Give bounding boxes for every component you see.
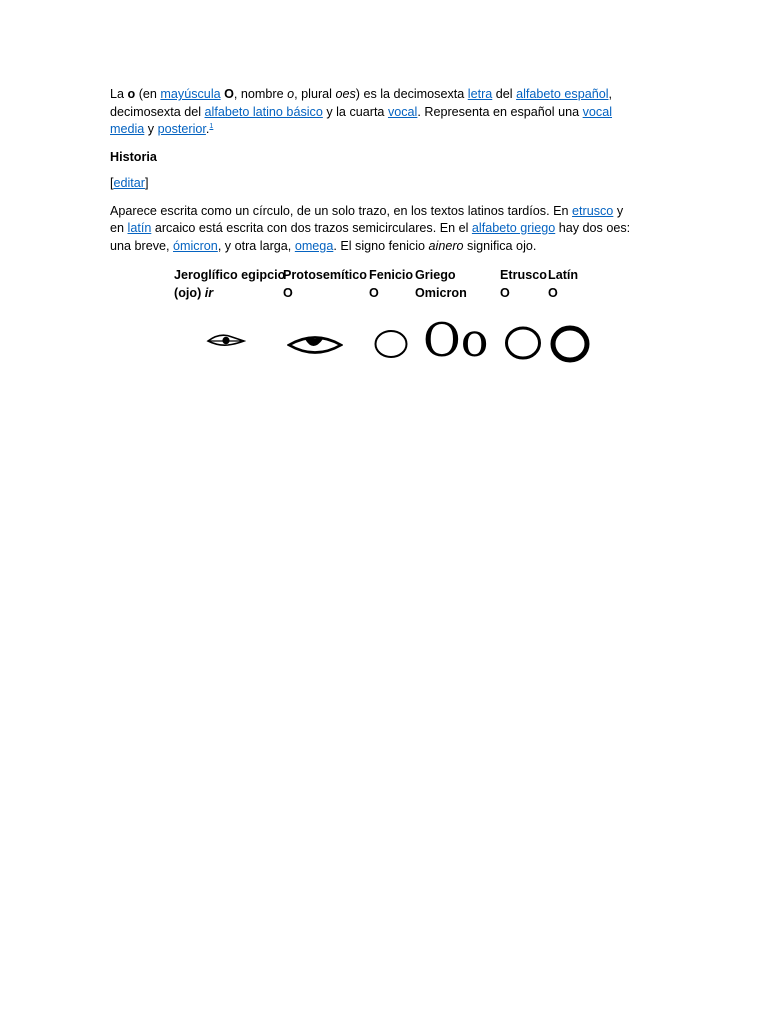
script-evolution-table [174,267,594,377]
greek-omicron-icon: Oo [423,313,489,367]
column-subtitle: O [548,285,558,300]
link-alfabeto-espanol[interactable]: alfabeto español [516,87,609,101]
column-title: Protosemítico [283,268,367,282]
link-latin[interactable]: latín [127,221,152,235]
latin-o-icon [548,324,592,364]
link-omicron[interactable]: ómicron [173,238,218,253]
history-text: , y otra larga, [217,238,295,253]
link-alfabeto-griego[interactable]: alfabeto griego [471,221,556,235]
intro-text: del [492,87,517,101]
egyptian-eye-hieroglyph-icon [206,331,246,351]
column-subtitle: O [500,285,510,300]
intro-text: . Representa en español una [417,104,583,119]
column-subtitle [174,285,285,303]
column-header-griego [415,267,467,302]
etruscan-o-icon [503,325,543,361]
link-alfabeto-latino-basico[interactable]: alfabeto latino básico [204,104,323,119]
section-heading-historia: Historia [110,149,157,164]
history-text: hay dos oes: una breve, [110,221,631,253]
column-header-protosemitico [283,267,367,302]
intro-text: . [205,122,210,136]
ainero-italic: ainero [428,238,464,253]
column-header-jeroglifico [174,267,285,302]
column-header-etrusco [500,267,547,302]
link-vocal[interactable]: vocal [387,104,418,119]
letter-o-bold: o [127,87,136,101]
column-subtitle: O [283,285,293,300]
column-header-fenicio [369,267,413,302]
column-title: Griego [415,268,456,282]
footnote-link[interactable]: 1 [209,122,214,130]
intro-text: La [110,87,128,101]
edit-bracket: [ [110,176,114,190]
letter-O-bold: O [224,87,234,101]
history-text: Aparece escrita como un círculo, de un solo trazo, en los textos latinos tardíos. En [110,203,573,218]
document-body [110,86,640,265]
edit-bracket: ] [145,176,149,190]
intro-text: ) es la decimosexta [355,87,468,101]
history-text: y en [110,203,624,235]
column-title: Etrusco [500,268,547,282]
column-subtitle-text: (ojo) [174,285,205,300]
column-title: Fenicio [369,268,414,282]
column-header-latin [548,267,578,302]
column-subtitle-italic: ir [204,285,214,300]
link-vocal-media[interactable]: vocal media [110,104,613,136]
intro-text: y la cuarta [322,104,388,119]
column-title: Jeroglífico egipcio [174,268,286,282]
plural-italic: oes [335,87,356,101]
history-text: . El signo fenicio [333,238,429,253]
history-paragraph [110,203,640,256]
link-etrusco[interactable]: etrusco [572,203,614,218]
column-subtitle: O [369,285,379,300]
intro-paragraph [110,86,640,139]
intro-text: (en [135,87,161,101]
edit-section [110,175,640,193]
glyph-row [174,311,594,371]
protosinaitic-eye-icon [287,331,343,359]
link-mayuscula[interactable]: mayúscula [160,87,221,101]
phoenician-ayin-icon [373,327,411,361]
history-text: arcaico está escrita con dos trazos semicirculares. En el [151,221,472,235]
link-omega[interactable]: omega [294,238,334,253]
intro-text: y [144,122,158,136]
link-posterior[interactable]: posterior [157,122,206,136]
history-text: significa ojo. [463,238,537,253]
column-subtitle: Omicron [415,285,467,300]
edit-link[interactable]: editar [113,176,146,190]
intro-text: , nombre [233,87,288,101]
column-title: Latín [548,268,579,282]
intro-text: , decimosexta del [110,87,613,119]
link-letra[interactable]: letra [467,87,493,101]
name-italic: o [287,87,295,101]
intro-text: , plural [294,87,336,101]
